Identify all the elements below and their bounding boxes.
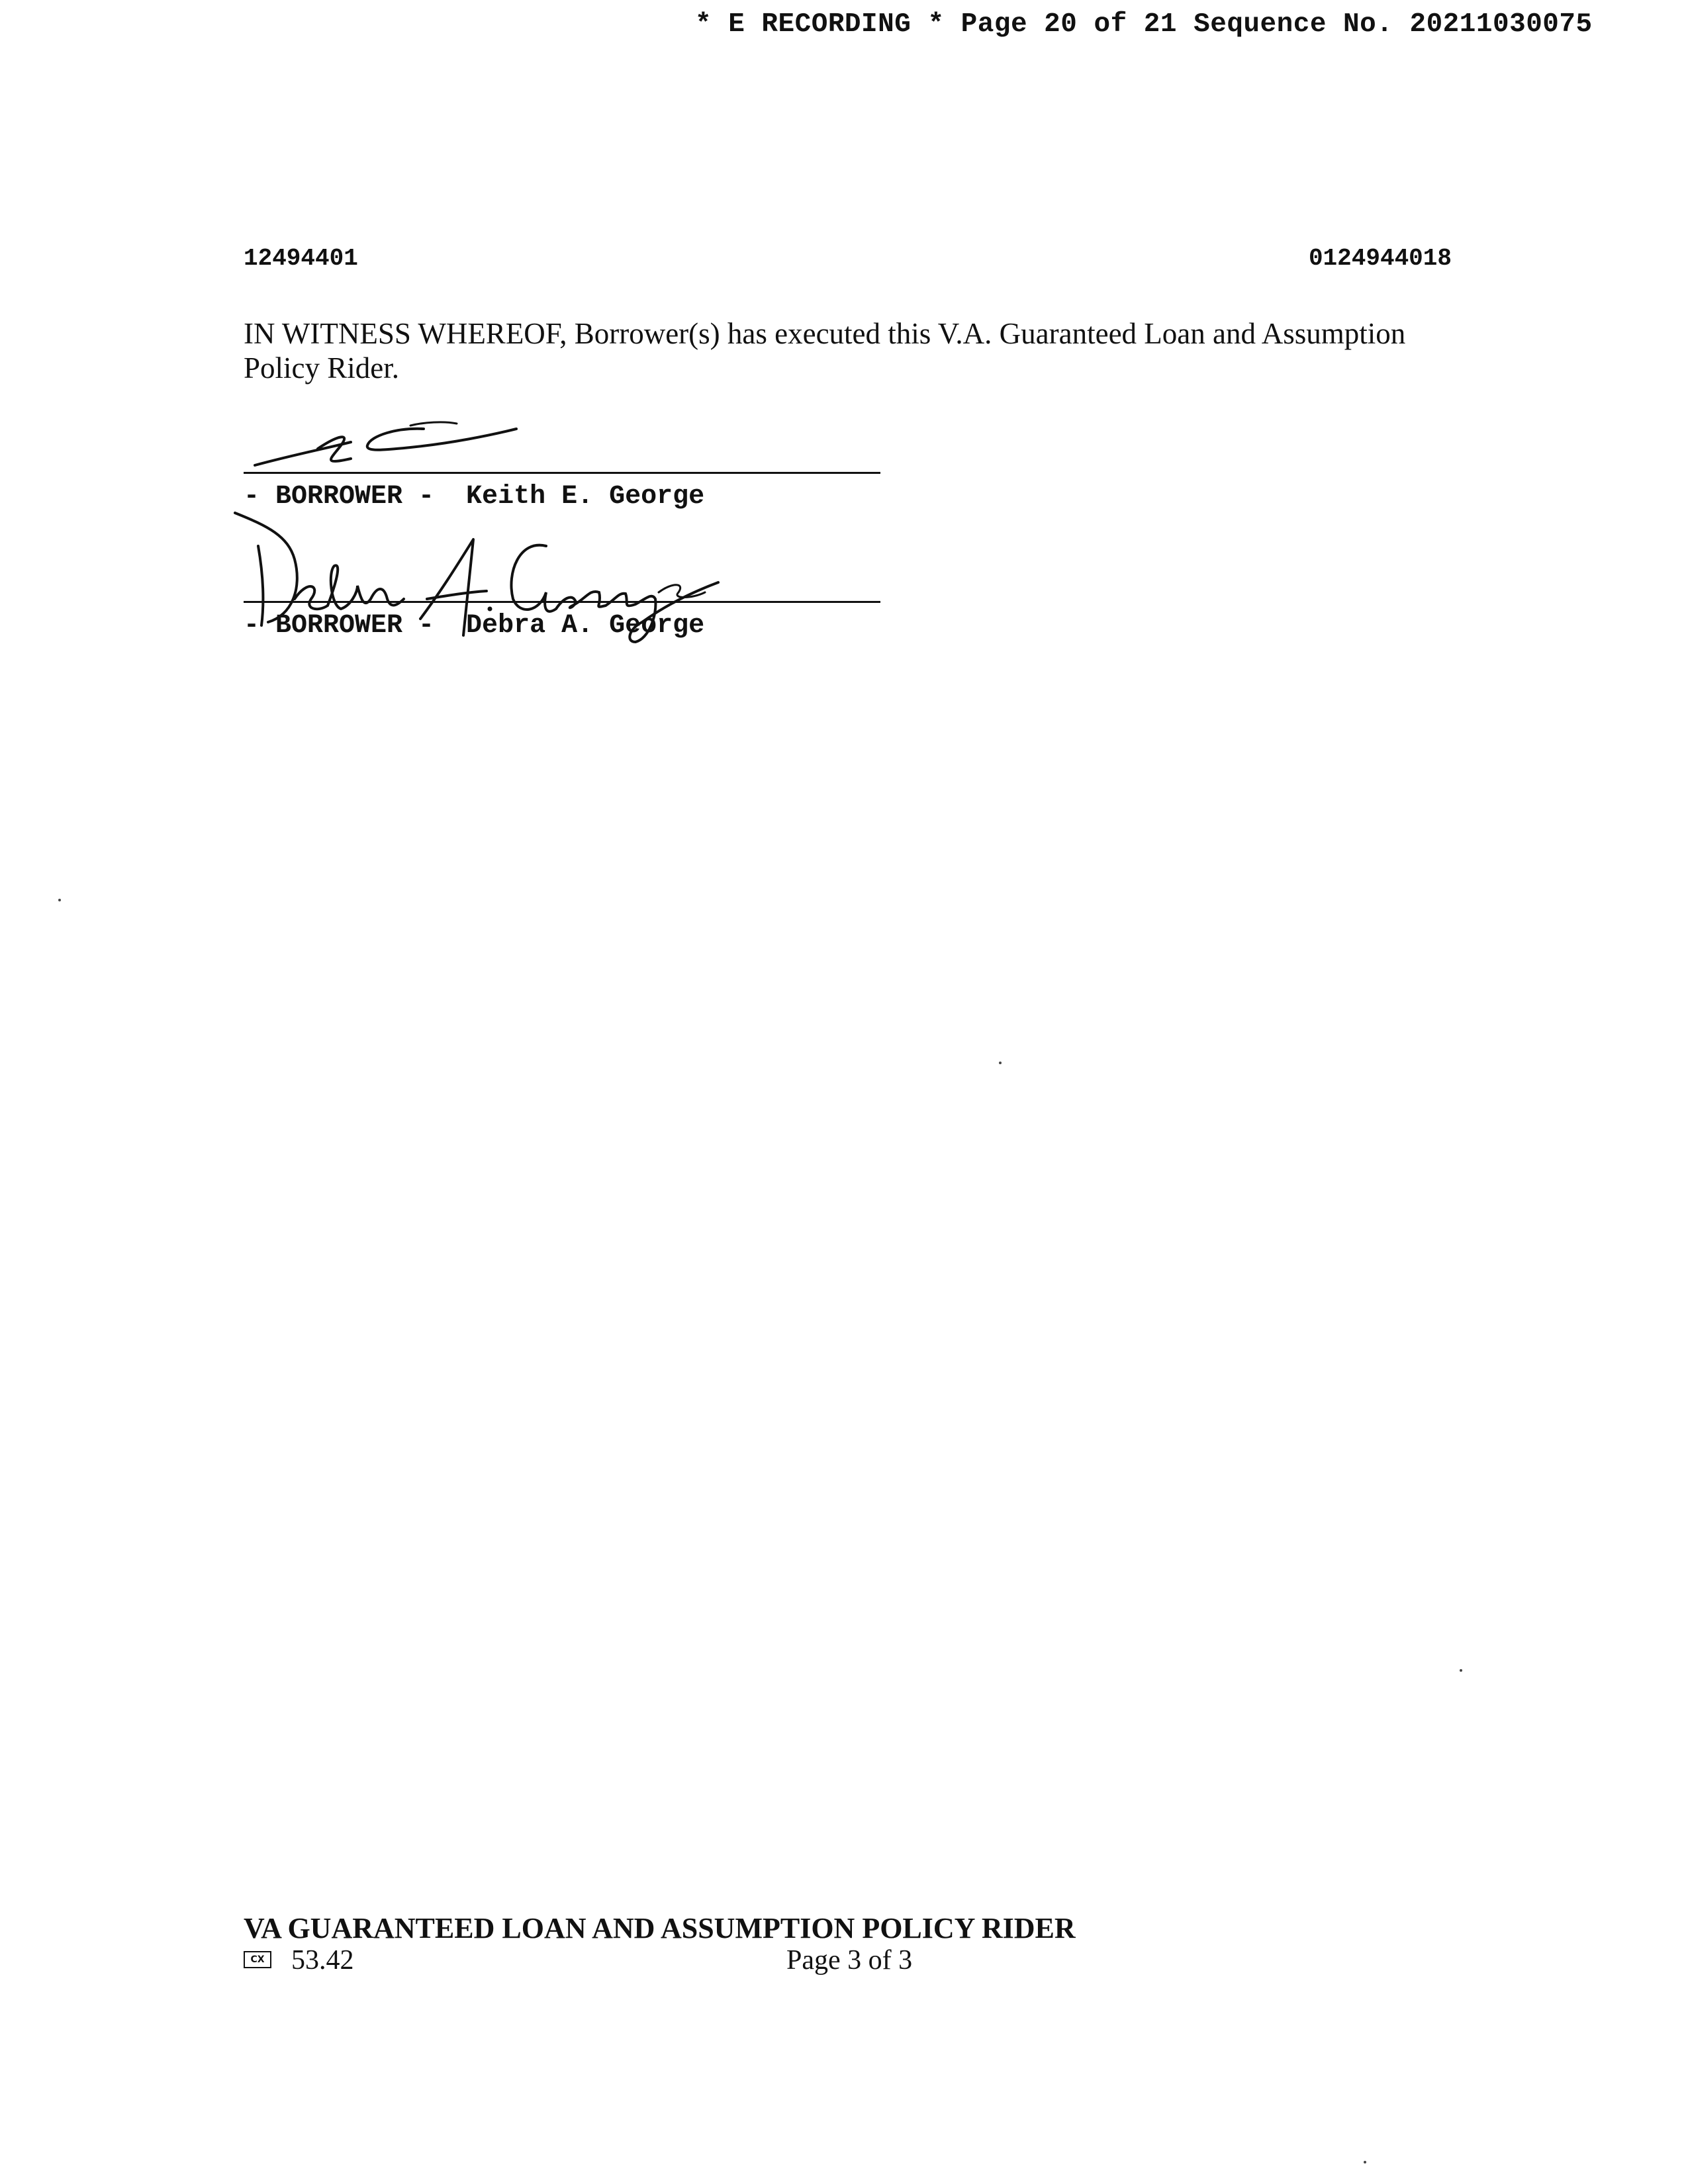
- signature-keith-image: [252, 409, 530, 475]
- signature-line-keith: [244, 472, 880, 474]
- page-indicator: Page 3 of 3: [786, 1945, 913, 1976]
- signature-label-debra: - BORROWER - Debra A. George: [244, 611, 705, 641]
- loan-number-right: 0124944018: [1308, 245, 1452, 272]
- footer-row: [244, 1944, 919, 1978]
- signature-line-debra: [244, 601, 880, 603]
- footer-form-title: VA GUARANTEED LOAN AND ASSUMPTION POLICY RIDER: [244, 1912, 1076, 1944]
- signature-label-keith: - BORROWER - Keith E. George: [244, 482, 705, 512]
- scan-speck: [1460, 1669, 1462, 1672]
- recording-header: * E RECORDING * Page 20 of 21 Sequence No. 20211030075: [695, 9, 1593, 40]
- form-code: 53.42: [291, 1945, 354, 1976]
- scan-speck: [58, 899, 61, 901]
- form-logo-icon: CX: [244, 1951, 271, 1968]
- witness-statement: IN WITNESS WHEREOF, Borrower(s) has executed this V.A. Guaranteed Loan and Assumption Policy Rider.: [244, 317, 1406, 385]
- scan-speck: [999, 1062, 1002, 1064]
- scan-speck: [1364, 2161, 1366, 2163]
- loan-number-left: 12494401: [244, 245, 358, 272]
